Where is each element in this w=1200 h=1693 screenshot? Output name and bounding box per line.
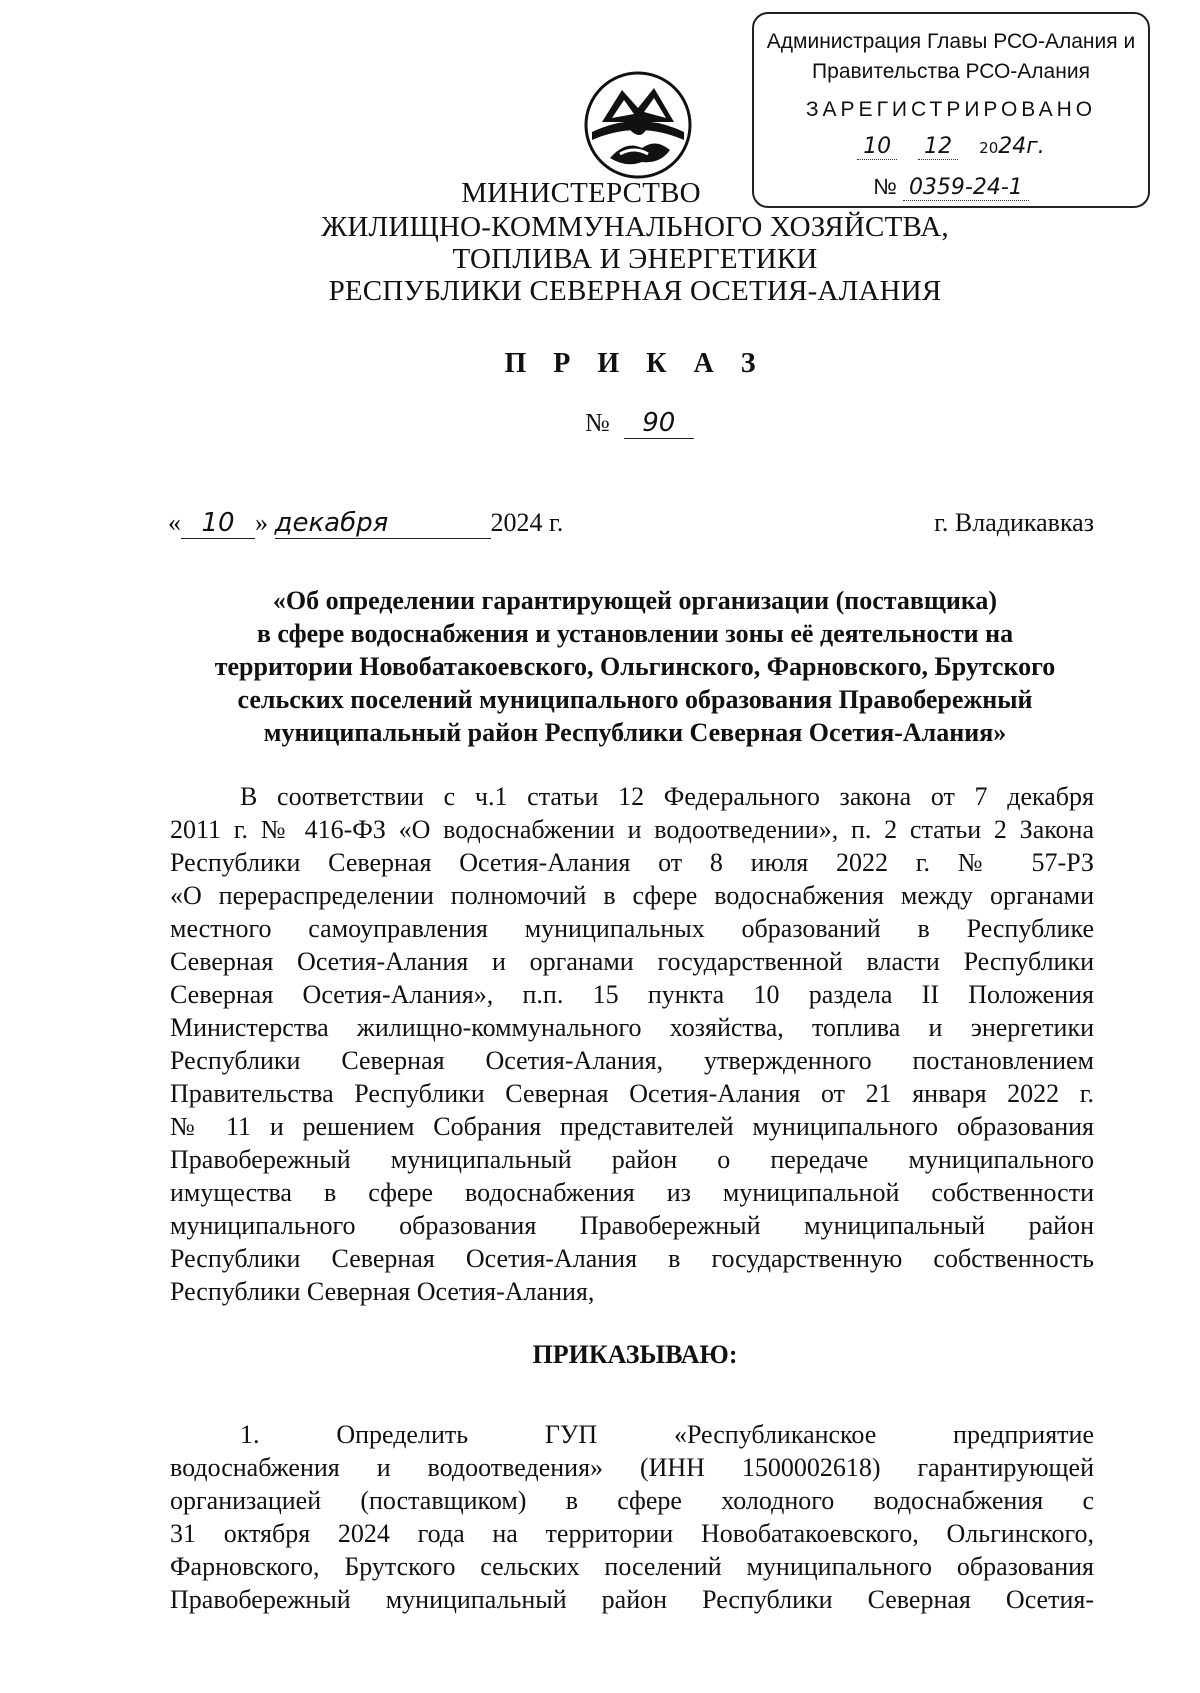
stamp-registered-label: ЗАРЕГИСТРИРОВАНО bbox=[805, 98, 1097, 121]
ministry-line4: РЕСПУБЛИКИ СЕВЕРНАЯ ОСЕТИЯ-АЛАНИЯ bbox=[328, 275, 942, 307]
order-heading: ПРИКАЗЫВАЮ: bbox=[532, 1340, 738, 1369]
stamp-date-year-suffix: 24г. bbox=[998, 134, 1045, 159]
stamp-number-value: 0359-24-1 bbox=[903, 175, 1029, 201]
paragraph-line: Республики Северная Осетия-Алания в государственную собственность bbox=[170, 1244, 1094, 1273]
stamp-organization-line2: Правительства РСО-Алания bbox=[812, 60, 1090, 83]
paragraph-line: Республики Северная Осетия-Алания от 8 июля 2022 г. № 57-РЗ bbox=[170, 848, 1094, 877]
title-line: муниципальный район Республики Северная Осетия-Алания» bbox=[263, 718, 1007, 747]
stamp-date-year-prefix: 20 bbox=[979, 139, 999, 157]
paragraph-line: водоснабжения и водоотведения» (ИНН 1500002618) гарантирующей bbox=[170, 1453, 1094, 1482]
document-type: П Р И К А З bbox=[504, 348, 766, 379]
paragraph-line: Фарновского, Брутского сельских поселений муниципального образования bbox=[170, 1552, 1094, 1581]
date-day: 10 bbox=[181, 508, 255, 539]
date-year: 2024 г. bbox=[490, 508, 564, 537]
document-date bbox=[168, 508, 563, 539]
document-number-value: 90 bbox=[624, 408, 694, 439]
paragraph-line: 2011 г. № 416-ФЗ «О водоснабжении и водоотведении», п. 2 статьи 2 Закона bbox=[170, 815, 1094, 844]
paragraph-line: № 11 и решением Собрания представителей муниципального образования bbox=[170, 1112, 1094, 1141]
date-close-quote: » bbox=[255, 508, 268, 537]
paragraph-line: 31 октября 2024 года на территории Новобатакоевского, Ольгинского, bbox=[170, 1519, 1094, 1548]
document-number-label: № bbox=[585, 408, 610, 437]
paragraph-line: «О перераспределении полномочий в сфере водоснабжения между органами bbox=[170, 881, 1094, 910]
paragraph-line: Северная Осетия-Алания», п.п. 15 пункта 10 раздела II Положения bbox=[170, 980, 1094, 1009]
paragraph-line: Правобережный муниципальный район о передаче муниципального bbox=[170, 1145, 1094, 1174]
intro-paragraph bbox=[170, 780, 1094, 1308]
paragraph-line: Республики Северная Осетия-Алания, утвержденного постановлением bbox=[170, 1046, 1094, 1075]
ministry-line2: ЖИЛИЩНО-КОММУНАЛЬНОГО ХОЗЯЙСТВА, bbox=[321, 211, 949, 243]
paragraph-line: Правительства Республики Северная Осетия-Алания от 21 января 2022 г. bbox=[170, 1079, 1094, 1108]
stamp-organization-line1: Администрация Главы РСО-Алания и bbox=[766, 30, 1136, 53]
document-title bbox=[120, 584, 1150, 749]
ministry-line3: ТОПЛИВА И ЭНЕРГЕТИКИ bbox=[452, 243, 818, 275]
paragraph-line: Правобережный муниципальный район Республики Северная Осетия- bbox=[170, 1585, 1094, 1614]
document-number bbox=[585, 408, 694, 439]
paragraph-line: 1. Определить ГУП «Республиканское предприятие bbox=[240, 1420, 1094, 1449]
stamp-date bbox=[754, 134, 1148, 159]
title-line: сельских поселений муниципального образования Правобережный bbox=[237, 685, 1033, 714]
title-line: «Об определении гарантирующей организации (поставщика) bbox=[272, 586, 998, 615]
stamp-number-label: № bbox=[873, 174, 897, 199]
date-open-quote: « bbox=[168, 508, 181, 537]
paragraph-line: организацией (поставщиком) в сфере холодного водоснабжения с bbox=[170, 1486, 1094, 1515]
paragraph-line: муниципального образования Правобережный муниципальный район bbox=[170, 1211, 1094, 1240]
title-line: территории Новобатакоевского, Ольгинского, Фарновского, Брутского bbox=[214, 652, 1056, 681]
coat-of-arms-emblem bbox=[582, 70, 694, 180]
ministry-line1: МИНИСТЕРСТВО bbox=[461, 177, 701, 209]
paragraph-line: Министерства жилищно-коммунального хозяйства, топлива и энергетики bbox=[170, 1013, 1094, 1042]
paragraph-line: Республики Северная Осетия-Алания, bbox=[170, 1277, 595, 1306]
title-line: в сфере водоснабжения и установлении зоны её деятельности на bbox=[256, 619, 1014, 648]
order-item-1 bbox=[170, 1418, 1094, 1616]
stamp-date-month: 12 bbox=[918, 134, 958, 160]
paragraph-line: имущества в сфере водоснабжения из муниципальной собственности bbox=[170, 1178, 1094, 1207]
date-month: декабря bbox=[275, 508, 491, 539]
paragraph-line: Северная Осетия-Алания и органами государственной власти Республики bbox=[170, 947, 1094, 976]
paragraph-line: местного самоуправления муниципальных образований в Республике bbox=[170, 914, 1094, 943]
paragraph-line: В соответствии с ч.1 статьи 12 Федерального закона от 7 декабря bbox=[240, 782, 1094, 811]
document-city: г. Владикавказ bbox=[934, 508, 1094, 537]
stamp-date-day: 10 bbox=[857, 134, 897, 160]
